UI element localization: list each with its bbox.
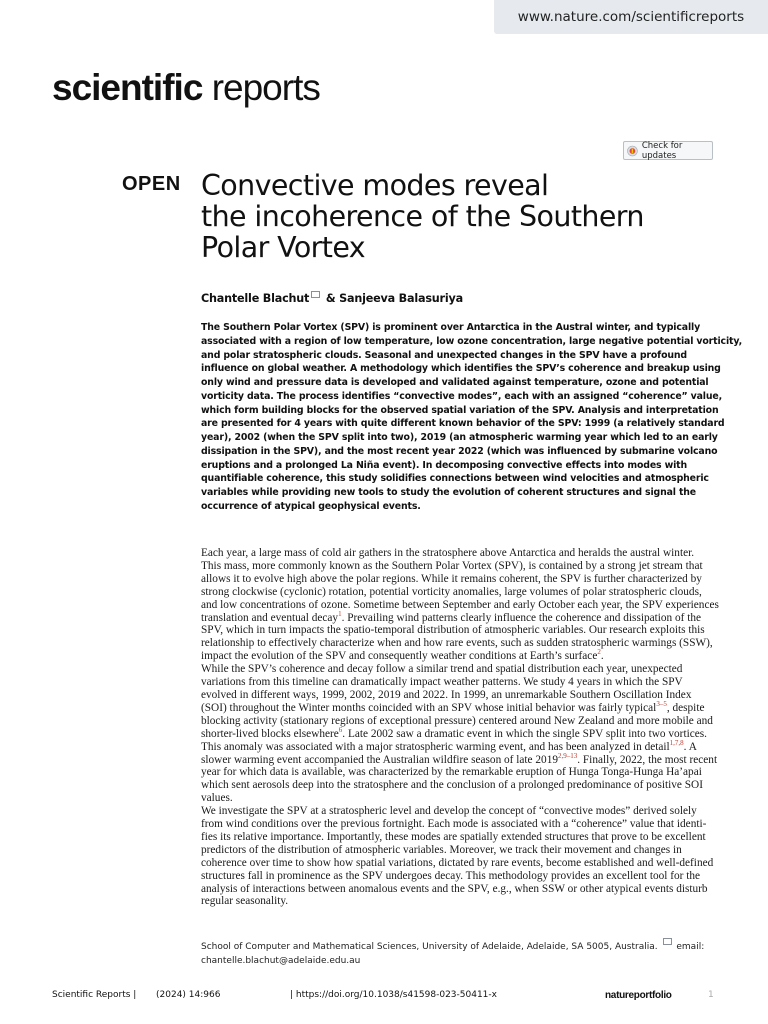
abstract-line: The Southern Polar Vortex (SPV) is prominent over Antarctica in the Austral winter, and typically xyxy=(201,322,701,333)
body-line-text: fies its relative importance. Importantly, these modes are spatially extended structures that prove to be excellent xyxy=(201,830,706,843)
body-line-text: predictors of the distribution of atmospheric variables. Moreover, we track their movement and changes in xyxy=(201,843,682,856)
journal-brand xyxy=(52,66,320,110)
citation-link[interactable]: 6 xyxy=(338,725,343,734)
abstract xyxy=(201,321,742,514)
title-line: Polar Vortex xyxy=(201,231,366,264)
abstract-line: only wind and pressure data is developed and validated against temperature, ozone and potential xyxy=(201,377,709,388)
body-line xyxy=(201,857,721,870)
author-email[interactable]: chantelle.blachut@adelaide.edu.au xyxy=(201,956,361,966)
body-line xyxy=(201,831,721,844)
abstract-line: dissipation in the SPV), and the most recent year 2022 (which was influenced by submarine volcano xyxy=(201,445,718,457)
body-line xyxy=(201,547,721,560)
author-name[interactable]: Chantelle Blachut xyxy=(201,292,310,305)
body-line xyxy=(201,637,721,650)
page-footer xyxy=(52,990,722,1004)
abstract-line: eruptions and a prolonged La Niña event). In decomposing convective effects into modes with xyxy=(201,459,688,471)
check-for-updates-button[interactable] xyxy=(623,141,713,160)
footer-journal: Scientific Reports | xyxy=(52,990,137,1000)
body-line xyxy=(201,883,721,896)
body-line-text: (SOI) throughout the Winter months coincided with an SPV whose initial behavior was fairly typical xyxy=(201,701,657,714)
body-line-text: year for which data is available, was characterized by the remarkable eruption of Hunga Tonga-Hunga Ha’apai xyxy=(201,766,702,779)
body-line-text: and low concentrations of ozone. Sometime between September and early October each year, the SPV experiences xyxy=(201,598,719,611)
body-line-text: coherence over time to show how spatial variations, dictated by rare events, become established and well-defined xyxy=(201,856,714,869)
body-line-text: allows it to evolve high above the polar regions. While it remains coherent, the SPV is further characterized by xyxy=(201,572,702,585)
body-line-text: SPV, which in turn impacts the spatio-temporal distribution of atmospheric variables. Our research exploits this xyxy=(201,624,705,637)
abstract-line: vorticity data. The process identifies “convective modes”, each with an assigned “coherence” value, xyxy=(201,390,722,402)
body-line xyxy=(201,844,721,857)
body-line xyxy=(201,560,721,573)
body-line xyxy=(201,586,721,599)
body-line-text: slower warming event accompanied the Australian wildfire season of late 2019 xyxy=(201,753,558,766)
body-line-text: . Finally, 2022, the most recent xyxy=(577,753,718,766)
body-line xyxy=(201,599,721,612)
body-line-text: , despite xyxy=(666,701,705,714)
body-line-text: translation and eventual decay xyxy=(201,611,339,624)
body-line xyxy=(201,792,721,805)
body-line xyxy=(201,805,721,818)
body-line xyxy=(201,702,721,715)
affiliation xyxy=(201,940,721,968)
body-line xyxy=(201,818,721,831)
abstract-line: which form building blocks for the observed spatial variation of the SPV. Analysis and interpretation xyxy=(201,404,719,416)
author-list xyxy=(201,292,463,305)
body-line xyxy=(201,624,721,637)
abstract-line: associated with a region of low temperature, low ozone concentration, large negative potential vorticity, xyxy=(201,335,742,347)
abstract-line: variables while providing new tools to study the evolution of coherent structures and signal the xyxy=(201,487,697,498)
email-icon xyxy=(663,938,672,945)
body-line-text: Each year, a large mass of cold air gathers in the stratosphere above Antarctica and heralds the austral winter. xyxy=(201,547,695,559)
brand-light: reports xyxy=(211,67,320,108)
body-line-text: . Prevailing wind patterns clearly influence the coherence and dissipation of the xyxy=(341,611,702,624)
body-line xyxy=(201,751,721,767)
affiliation-text: School of Computer and Mathematical Sciences, University of Adelaide, Adelaide, SA 5005, Australia. xyxy=(201,942,658,952)
body-line-text: impact the evolution of the SPV and consequently weather conditions at Earth’s surface xyxy=(201,650,598,663)
body-line-text: strong clockwise (cyclonic) rotation, potential vorticity anomalies, large volumes of polar stratospheric clouds, xyxy=(201,585,702,598)
body-line-text: . A xyxy=(683,740,697,753)
citation-link[interactable]: 1,7,8 xyxy=(669,738,684,747)
abstract-line: and polar stratospheric clouds. Seasonal and unexpected changes in the SPV have a profound xyxy=(201,349,687,361)
body-line-text: which sent aerosols deep into the stratosphere and the conclusion of a prolonged predominance of positive SOI xyxy=(201,779,703,792)
body-line-text: relationship to effectively characterize when and how rare events, such as sudden stratospheric warmings (SSW), xyxy=(201,637,713,650)
body-line-text: shorter-lived blocks elsewhere xyxy=(201,727,339,740)
citation-link[interactable]: 2 xyxy=(597,648,601,657)
body-line-text: . xyxy=(600,650,604,663)
body-line xyxy=(201,663,721,676)
body-line-text: blocking activity (stationary regions of exceptional pressure) centered around New Zealand and more mobile and xyxy=(201,714,713,727)
citation-link[interactable]: 1 xyxy=(338,609,342,618)
citation-link[interactable]: 3–5 xyxy=(656,700,667,709)
article-title xyxy=(201,170,721,263)
title-line: Convective modes reveal xyxy=(201,169,549,202)
open-access-label: OPEN xyxy=(122,173,181,195)
body-line xyxy=(201,676,721,689)
footer-doi-link[interactable]: | https://doi.org/10.1038/s41598-023-50411-x xyxy=(290,990,497,1000)
body-line xyxy=(201,738,721,754)
abstract-line: quantifiable coherence, this study solidifies connections between wind velocities and atmospheric xyxy=(201,473,709,485)
body-line xyxy=(201,689,721,702)
body-text xyxy=(201,547,721,908)
affiliation-line xyxy=(201,940,721,954)
author-separator: & xyxy=(322,292,340,305)
title-line: the incoherence of the Southern xyxy=(201,200,644,233)
brand-bold: scientific xyxy=(52,67,203,108)
body-line xyxy=(201,895,721,908)
body-line xyxy=(201,715,721,728)
body-line xyxy=(201,766,721,779)
body-line-text: from wind conditions over the previous fortnight. Each mode is associated with a “coherence” value that identi- xyxy=(201,818,707,831)
body-line xyxy=(201,779,721,792)
abstract-line: occurrence of atypical geophysical events. xyxy=(201,500,421,512)
body-line xyxy=(201,609,721,625)
body-line-text: While the SPV’s coherence and decay follow a similar trend and spatial distribution each year, unexpected xyxy=(201,663,683,676)
email-label: email: xyxy=(676,942,705,952)
abstract-line: are presented for 4 years with quite different known behavior of the SPV: 1999 (a relatively standard xyxy=(201,418,725,430)
email-icon[interactable] xyxy=(311,291,320,298)
body-line-text: evolved in different ways, 1999, 2002, 2019 and 2022. In 1999, an unremarkable Southern Oscillation Index xyxy=(201,688,692,701)
crossmark-icon xyxy=(627,145,638,157)
body-line xyxy=(201,573,721,586)
abstract-line: influence on global weather. A methodology which identifies the SPV’s coherence and breakup using xyxy=(201,363,721,375)
body-line-text: values. xyxy=(201,792,233,805)
publisher-logo: natureportfolio xyxy=(605,990,672,1001)
check-for-updates-label: Check for updates xyxy=(641,140,683,161)
citation-link[interactable]: 2,9–13 xyxy=(558,751,578,760)
body-line xyxy=(201,725,721,741)
journal-url[interactable]: www.nature.com/scientificreports xyxy=(494,0,768,34)
body-line xyxy=(201,870,721,883)
body-line-text: structures fall in prominence as the SPV undergoes decay. This methodology provides an excellent tool for the xyxy=(201,869,701,882)
page-number: 1 xyxy=(708,990,714,1000)
body-line-text: regular seasonality. xyxy=(201,895,289,908)
body-line-text: analysis of interactions between anomalous events and the SPV, e.g., when SSW or other atypical events disturb xyxy=(201,882,708,895)
body-line-text: This anomaly was associated with a major stratospheric warming event, and has been analyzed in detail xyxy=(201,740,670,753)
body-line-text: This mass, more commonly known as the Southern Polar Vortex (SPV), is contained by a strong jet stream that xyxy=(201,559,703,572)
footer-volume: (2024) 14:966 xyxy=(156,990,221,1000)
body-line-text: . Late 2002 saw a dramatic event in which the single SPV split into two vortices. xyxy=(342,727,707,740)
author-name[interactable]: Sanjeeva Balasuriya xyxy=(339,292,463,305)
body-line-text: We investigate the SPV at a stratospheric level and develop the concept of “convective modes” derived solely xyxy=(201,805,697,818)
body-line xyxy=(201,650,721,663)
abstract-line: year), 2002 (when the SPV split into two), 2019 (an atmospheric warming year which led to an early xyxy=(201,432,718,443)
body-line-text: variations from this timeline can dramatically impact weather patterns. We study 4 years in which the SPV xyxy=(201,676,683,689)
